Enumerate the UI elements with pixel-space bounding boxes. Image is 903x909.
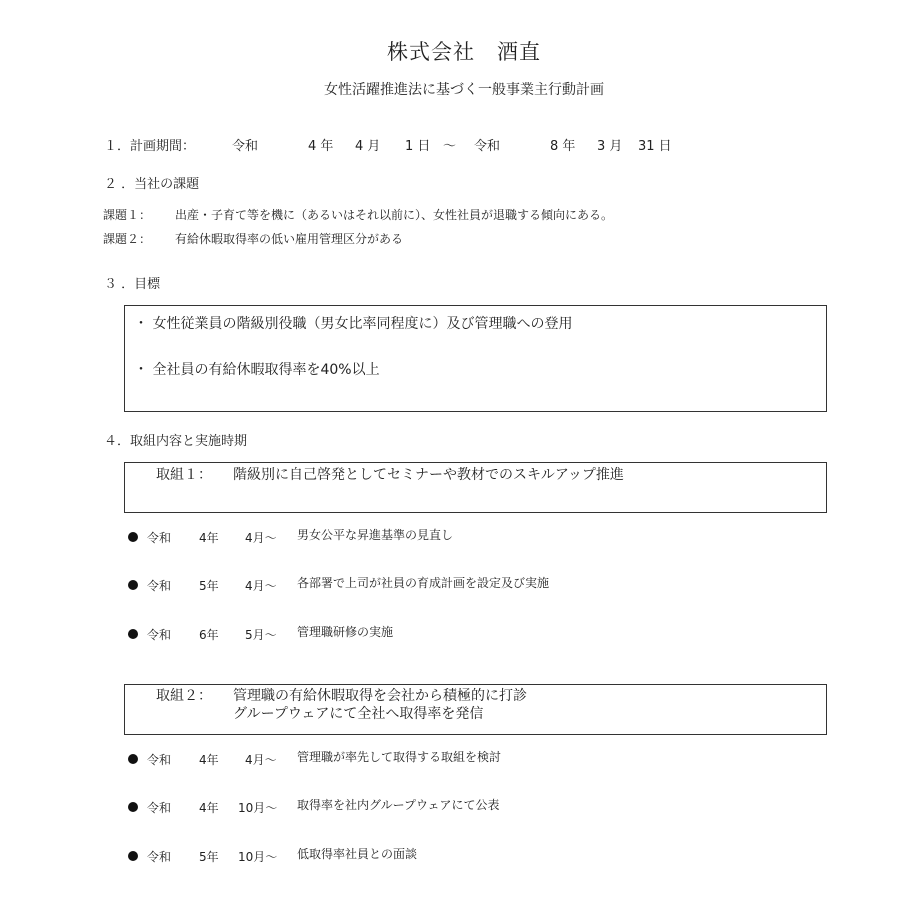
item-month: 10月～: [238, 850, 278, 864]
item-month: 4月～: [245, 531, 277, 545]
item-era: 令和: [147, 801, 172, 815]
item-text: 管理職が率先して取得する取組を検討: [297, 750, 502, 764]
bullet-icon: [128, 580, 138, 590]
item-year: 6年: [199, 628, 219, 642]
item-text: 男女公平な昇進基準の見直し: [297, 528, 454, 542]
item-month: 10月～: [238, 801, 278, 815]
issue-text: 出産・子育て等を機に（あるいはそれ以前に）、女性社員が退職する傾向にある。: [175, 208, 614, 222]
period-label: １．計画期間：: [104, 139, 196, 154]
item-year: 4年: [199, 531, 219, 545]
item-month: 4月～: [245, 753, 277, 767]
item-era: 令和: [147, 531, 172, 545]
item-era: 令和: [147, 753, 172, 767]
bullet-icon: [128, 802, 138, 812]
goals-heading: ３ ．目標: [104, 277, 161, 292]
item-text: 管理職研修の実施: [297, 625, 394, 639]
bullet-icon: [128, 532, 138, 542]
item-year: 4年: [199, 753, 219, 767]
issue-label: 課題２：: [103, 232, 152, 246]
period-start-month: 4 月: [355, 139, 381, 154]
page-subtitle: 女性活躍推進法に基づく一般事業主行動計画: [324, 82, 604, 98]
item-text: 取得率を社内グループウェアにて公表: [297, 798, 500, 812]
actions-heading: ４．取組内容と実施時期: [104, 434, 248, 449]
item-era: 令和: [147, 628, 172, 642]
item-year: 5年: [199, 850, 219, 864]
action-group-box: [124, 684, 827, 735]
period-end-year: 8 年: [550, 139, 576, 154]
goals-box: [124, 305, 827, 412]
period-start-year: 4 年: [308, 139, 334, 154]
bullet-icon: [128, 629, 138, 639]
item-year: 4年: [199, 801, 219, 815]
page-title: 株式会社 酒直: [387, 40, 541, 64]
item-month: 5月～: [245, 628, 277, 642]
period-separator: ～: [443, 139, 457, 154]
period-end-day: 31 日: [638, 139, 672, 154]
bullet-icon: [128, 851, 138, 861]
issue-text: 有給休暇取得率の低い雇用管理区分がある: [175, 232, 404, 246]
period-end-month: 3 月: [597, 139, 623, 154]
action-group-box: [124, 462, 827, 513]
action-group-line: グループウェアにて全社へ取得率を発信: [233, 706, 484, 722]
action-group-label: 取組２：: [156, 688, 212, 704]
item-month: 4月～: [245, 579, 277, 593]
period-start-era: 令和: [232, 139, 259, 154]
item-year: 5年: [199, 579, 219, 593]
item-text: 各部署で上司が社員の育成計画を設定及び実施: [297, 576, 550, 590]
item-text: 低取得率社員との面談: [297, 847, 418, 861]
goal-item: ・ 女性従業員の階級別役職（男女比率同程度に）及び管理職への登用: [134, 316, 573, 332]
period-start-day: 1 日: [405, 139, 431, 154]
item-era: 令和: [147, 579, 172, 593]
action-group-line: 階級別に自己啓発としてセミナーや教材でのスキルアップ推進: [233, 467, 624, 483]
period-end-era: 令和: [474, 139, 501, 154]
issues-heading: ２ ．当社の課題: [104, 177, 200, 192]
issue-label: 課題１：: [103, 208, 152, 222]
item-era: 令和: [147, 850, 172, 864]
bullet-icon: [128, 754, 138, 764]
action-group-line: 管理職の有給休暇取得を会社から積極的に打診: [233, 688, 527, 704]
goal-item: ・ 全社員の有給休暇取得率を40%以上: [134, 362, 380, 378]
action-group-label: 取組１：: [156, 467, 212, 483]
